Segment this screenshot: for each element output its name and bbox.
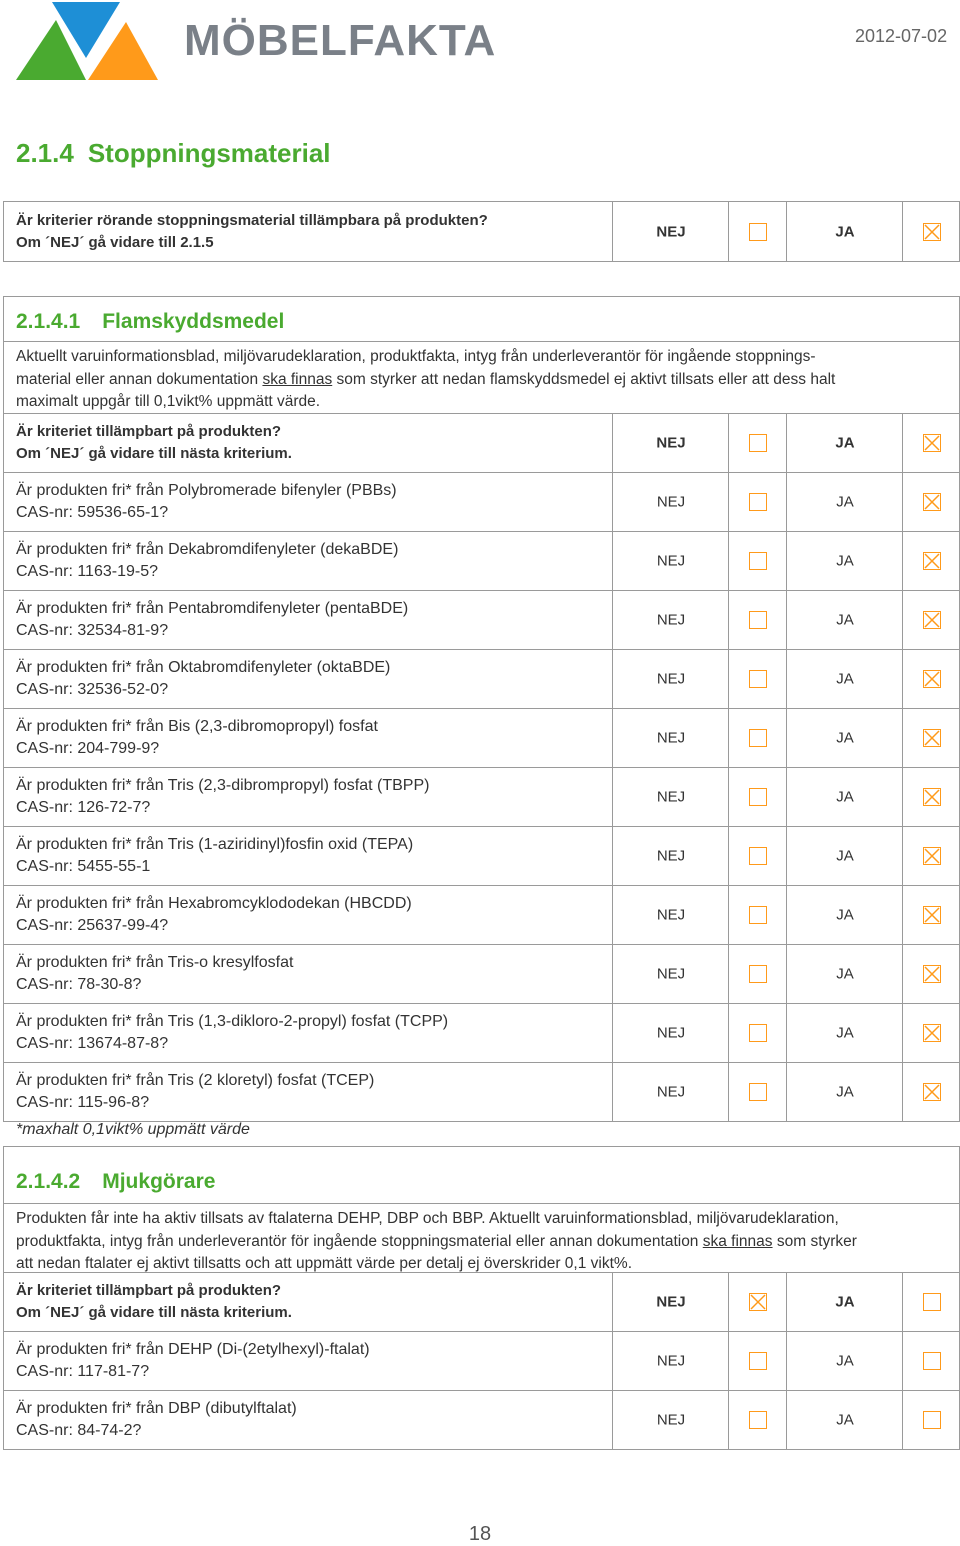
check-cross-icon <box>924 907 940 923</box>
yes-label: JA <box>836 493 854 511</box>
yes-checkbox[interactable] <box>923 1083 941 1101</box>
divider <box>3 1146 4 1203</box>
no-label: NEJ <box>656 729 686 747</box>
no-checkbox[interactable] <box>749 906 767 924</box>
applicability-question-row <box>3 414 960 473</box>
no-label: NEJ <box>656 1293 686 1311</box>
question-text: Är kriteriet tillämpbart på produkten? Om ´NEJ´ gå vidare till nästa kriterium. <box>16 1282 292 1321</box>
yes-label: JA <box>836 965 854 983</box>
criterion-row <box>3 709 960 768</box>
no-checkbox[interactable] <box>749 1411 767 1429</box>
yes-label: JA <box>836 611 854 629</box>
logo <box>16 2 497 82</box>
no-checkbox[interactable] <box>749 965 767 983</box>
yes-label: JA <box>836 1083 854 1101</box>
no-checkbox[interactable] <box>749 1352 767 1370</box>
check-cross-icon <box>924 966 940 982</box>
yes-label: JA <box>835 1293 855 1311</box>
yes-label: JA <box>836 906 854 924</box>
yes-label: JA <box>835 223 855 240</box>
logo-text: MÖBELFAKTA <box>184 16 497 65</box>
no-label: NEJ <box>656 434 686 452</box>
yes-checkbox[interactable] <box>923 434 941 452</box>
no-label: NEJ <box>656 1411 686 1429</box>
check-cross-icon <box>924 435 940 451</box>
yes-checkbox[interactable] <box>923 1352 941 1370</box>
no-label: NEJ <box>656 670 686 688</box>
yes-checkbox[interactable] <box>923 552 941 570</box>
yes-checkbox[interactable] <box>923 965 941 983</box>
question-text: Är produkten fri* från Tris (2 kloretyl) fosfat (TCEP) CAS-nr: 115-96-8? <box>16 1072 375 1111</box>
yes-checkbox[interactable] <box>923 611 941 629</box>
subsection-heading-flam: 2.1.4.1 Flamskyddsmedel <box>16 310 285 333</box>
yes-label: JA <box>836 1352 854 1370</box>
no-checkbox[interactable] <box>749 611 767 629</box>
no-label: NEJ <box>656 788 686 806</box>
criterion-row <box>3 532 960 591</box>
yes-checkbox[interactable] <box>923 729 941 747</box>
no-label: NEJ <box>656 493 686 511</box>
yes-checkbox[interactable] <box>923 847 941 865</box>
no-checkbox[interactable] <box>749 552 767 570</box>
criterion-row <box>3 1391 960 1450</box>
criterion-row <box>3 768 960 827</box>
document-date: 2012-07-02 <box>855 26 948 46</box>
divider <box>3 296 960 297</box>
question-text: Är produkten fri* från Dekabromdifenyleter (dekaBDE) CAS-nr: 1163-19-5? <box>16 541 399 580</box>
yes-label: JA <box>836 670 854 688</box>
no-label: NEJ <box>656 906 686 924</box>
check-cross-icon <box>924 730 940 746</box>
question-text: Är kriterier rörande stoppningsmaterial tillämpbara på produkten? Om ´NEJ´ gå vidare till 2.1.5 <box>16 211 488 251</box>
yes-label: JA <box>836 552 854 570</box>
yes-checkbox[interactable] <box>923 1293 941 1311</box>
question-text: Är produkten fri* från Tris-o kresylfosfat CAS-nr: 78-30-8? <box>16 954 294 993</box>
check-cross-icon <box>924 1025 940 1041</box>
criterion-row <box>3 945 960 1004</box>
yes-label: JA <box>836 847 854 865</box>
question-text: Är produkten fri* från Bis (2,3-dibromopropyl) fosfat CAS-nr: 204-799-9? <box>16 718 378 757</box>
no-label: NEJ <box>656 611 686 629</box>
yes-checkbox[interactable] <box>923 223 941 241</box>
no-label: NEJ <box>656 847 686 865</box>
no-checkbox[interactable] <box>749 788 767 806</box>
no-label: NEJ <box>656 1083 686 1101</box>
check-cross-icon <box>924 612 940 628</box>
question-text: Är produkten fri* från Oktabromdifenyleter (oktaBDE) CAS-nr: 32536-52-0? <box>16 659 391 698</box>
check-cross-icon <box>924 789 940 805</box>
intro-question-row <box>3 201 960 262</box>
yes-label: JA <box>836 1024 854 1042</box>
check-cross-icon <box>924 494 940 510</box>
divider <box>3 1146 960 1147</box>
criterion-row <box>3 1004 960 1063</box>
check-cross-icon <box>924 553 940 569</box>
flam-description: Aktuellt varuinformationsblad, miljövarudeklaration, produktfakta, intyg från underleverantör för ingående stoppnings- material eller annan dokumentation ska finnas som styrker att nedan flamskyddsmedel ej aktivt tillsats eller att dess halt maximalt uppgår till 0,1vikt% uppmätt värde. <box>3 341 960 414</box>
criterion-row <box>3 1063 960 1122</box>
question-text: Är produkten fri* från Tris (1-aziridinyl)fosfin oxid (TEPA) CAS-nr: 5455-55-1 <box>16 836 414 875</box>
divider <box>3 296 4 341</box>
criterion-row <box>3 1332 960 1391</box>
no-checkbox[interactable] <box>749 847 767 865</box>
yes-checkbox[interactable] <box>923 1411 941 1429</box>
check-cross-icon <box>924 671 940 687</box>
check-cross-icon <box>924 1084 940 1100</box>
subsection-heading-mjuk: 2.1.4.2 Mjukgörare <box>16 1170 216 1193</box>
question-text: Är produkten fri* från Tris (1,3-dikloro-2-propyl) fosfat (TCPP) CAS-nr: 13674-87-8? <box>16 1013 449 1052</box>
no-checkbox[interactable] <box>749 434 767 452</box>
no-checkbox[interactable] <box>749 1293 767 1311</box>
no-checkbox[interactable] <box>749 1024 767 1042</box>
no-label: NEJ <box>656 552 686 570</box>
yes-checkbox[interactable] <box>923 906 941 924</box>
yes-checkbox[interactable] <box>923 493 941 511</box>
yes-label: JA <box>836 788 854 806</box>
no-checkbox[interactable] <box>749 223 767 241</box>
applicability-question-row <box>3 1273 960 1332</box>
page-number: 18 <box>468 1523 492 1545</box>
no-checkbox[interactable] <box>749 493 767 511</box>
logo-mark-icon <box>16 2 176 82</box>
section-heading <box>16 138 331 169</box>
no-checkbox[interactable] <box>749 1083 767 1101</box>
mjuk-description: Produkten får inte ha aktiv tillsats av ftalaterna DEHP, DBP och BBP. Aktuellt varuinformationsblad, miljövarudeklaration, produktfakta, intyg från underleverantör för ingående stoppningsmaterial eller annan dokumentation ska finnas som styrker att nedan ftalater ej aktivt tillsatts och att uppmätt värde per detalj ej överskrider 0,1 vikt%. <box>3 1203 960 1273</box>
question-text: Är kriteriet tillämpbart på produkten? Om ´NEJ´ gå vidare till nästa kriterium. <box>16 423 292 462</box>
no-label: NEJ <box>656 1024 686 1042</box>
question-text: Är produkten fri* från Hexabromcyklododekan (HBCDD) CAS-nr: 25637-99-4? <box>16 895 412 934</box>
yes-label: JA <box>835 434 855 452</box>
yes-label: JA <box>836 1411 854 1429</box>
criterion-row <box>3 591 960 650</box>
yes-label: JA <box>836 729 854 747</box>
check-cross-icon <box>924 848 940 864</box>
check-cross-icon <box>924 224 940 240</box>
no-checkbox[interactable] <box>749 729 767 747</box>
no-checkbox[interactable] <box>749 670 767 688</box>
ska-finnas-text: ska finnas <box>702 1232 773 1250</box>
ska-finnas-text: ska finnas <box>262 370 333 388</box>
criterion-row <box>3 827 960 886</box>
footnote: *maxhalt 0,1vikt% uppmätt värde <box>16 1121 250 1138</box>
section-number: 2.1.4 <box>16 138 74 168</box>
question-text: Är produkten fri* från DEHP (Di-(2etylhexyl)-ftalat) CAS-nr: 117-81-7? <box>16 1341 370 1380</box>
yes-checkbox[interactable] <box>923 670 941 688</box>
no-label: NEJ <box>656 223 686 240</box>
criterion-row <box>3 473 960 532</box>
yes-checkbox[interactable] <box>923 788 941 806</box>
section-title: Stoppningsmaterial <box>87 138 331 168</box>
no-label: NEJ <box>656 1352 686 1370</box>
check-cross-icon <box>750 1294 766 1310</box>
question-text: Är produkten fri* från DBP (dibutylftalat) CAS-nr: 84-74-2? <box>16 1400 297 1439</box>
question-text: Är produkten fri* från Polybromerade bifenyler (PBBs) CAS-nr: 59536-65-1? <box>16 482 397 521</box>
yes-checkbox[interactable] <box>923 1024 941 1042</box>
criterion-row <box>3 886 960 945</box>
criterion-row <box>3 650 960 709</box>
question-text: Är produkten fri* från Pentabromdifenyleter (pentaBDE) CAS-nr: 32534-81-9? <box>16 600 409 639</box>
question-text: Är produkten fri* från Tris (2,3-dibrompropyl) fosfat (TBPP) CAS-nr: 126-72-7? <box>16 777 430 816</box>
no-label: NEJ <box>656 965 686 983</box>
